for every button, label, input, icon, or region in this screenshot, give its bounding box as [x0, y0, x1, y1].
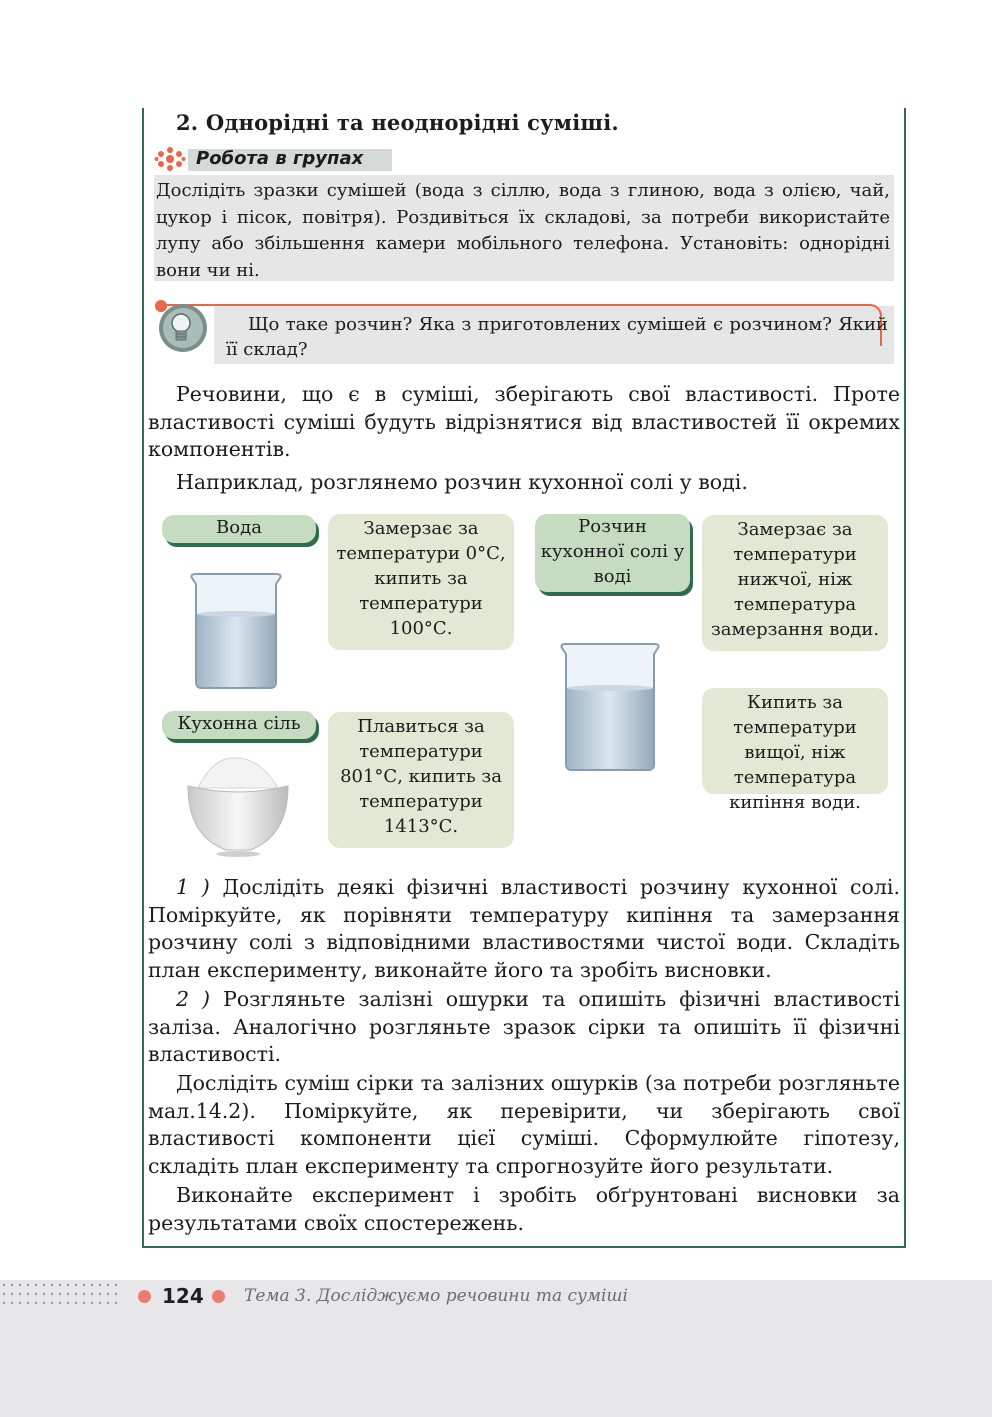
task-1: 1 ) Дослідіть деякі фізичні властивості розчину кухонної солі. Поміркуйте, як порівняти температуру кипіння та замерзання розчину солі з відповідними властивостями чистої води. Складіть план експерименту, виконайте його та зробіть висновки.	[148, 875, 900, 982]
page-dot-right	[212, 1290, 225, 1303]
label-water: Вода	[162, 515, 316, 543]
solution-boiling: Кипить за температури вищої, ніж температура кипіння води.	[702, 688, 888, 794]
paragraph-hypothesis: Дослідіть суміш сірки та залізних ошурків (за потреби розгляньте мал.14.2). Поміркуйте, як перевірити, чи зберігають свої властивості компоненти цієї суміші. Сформулюйте гіпотезу, складіть план експерименту та спрогнозуйте його результати.	[148, 1071, 900, 1178]
label-solution: Розчин кухонної солі у воді	[535, 514, 690, 592]
group-icon	[154, 146, 188, 172]
beaker-water-icon	[186, 570, 286, 692]
solution-freezing: Замерзає за температури нижчої, ніж температура замерзання води.	[702, 515, 888, 651]
section-heading: 2. Однорідні та неоднорідні суміші.	[176, 110, 619, 135]
paragraph-example: Наприклад, розглянемо розчин кухонної солі у воді.	[176, 470, 748, 494]
question-text: Що таке розчин? Яка з приготовлених сумішей є розчином? Який її склад?	[226, 314, 888, 360]
page-dot-left	[138, 1290, 151, 1303]
task-2: 2 ) Розгляньте залізні ошурки та опишіть фізичні властивості заліза. Аналогічно розгляньте зразок сірки та опишіть її фізичні властивості.	[148, 987, 900, 1067]
label-salt: Кухонна сіль	[162, 711, 316, 739]
footer-dots-pattern	[0, 1282, 122, 1308]
salt-bowl-icon	[184, 752, 292, 858]
water-properties: Замерзає за температури 0°С, кипить за температури 100°С.	[328, 514, 514, 650]
group-work-label: Робота в групах	[196, 148, 364, 169]
salt-properties: Плавиться за температури 801°С, кипить за температури 1413°С.	[328, 712, 514, 848]
group-work-badge	[154, 146, 392, 172]
paragraph-conclusion: Виконайте експеримент і зробіть обґрунтовані висновки за результатами своїх спостережень.	[148, 1183, 900, 1235]
beaker-solution-icon	[556, 640, 664, 774]
page-number: 124	[162, 1284, 204, 1308]
chapter-topic: Тема 3. Досліджуємо речовини та суміші	[244, 1286, 628, 1306]
lightbulb-icon	[154, 298, 212, 356]
group-work-text: Дослідіть зразки сумішей (вода з сіллю, вода з глиною, вода з олією, чай, цукор і пісок, повітря). Роздивіться їх складові, за потреби використайте лупу або збільшення камери мобільного телефона. Установіть: однорідні вони чи ні.	[154, 175, 894, 281]
paragraph-properties: Речовини, що є в суміші, зберігають свої властивості. Проте властивості суміші будуть відрізнятися від властивостей її окремих компонентів.	[148, 382, 900, 462]
